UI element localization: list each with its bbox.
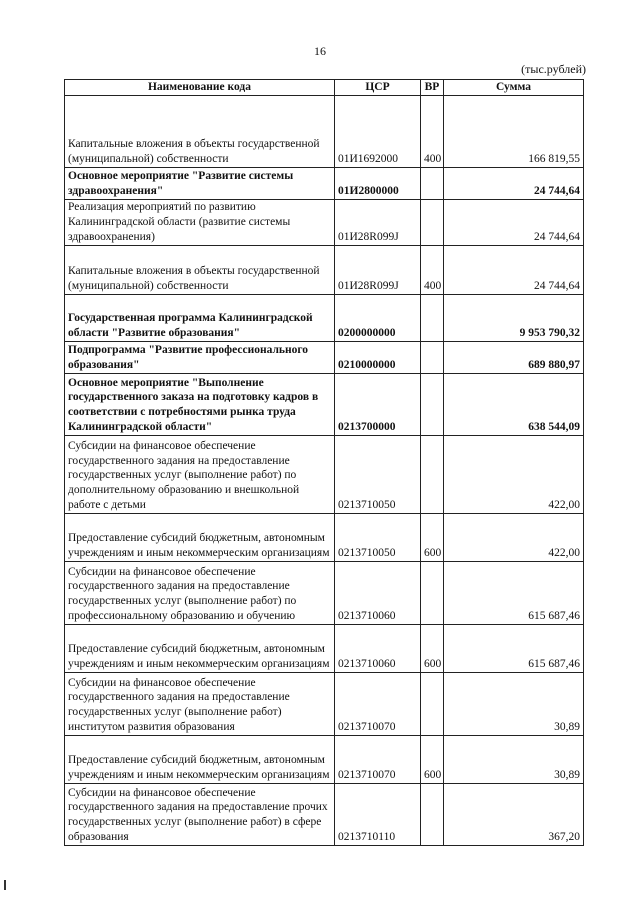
row-csr: 01И28R099J (335, 245, 421, 294)
row-vr (421, 435, 444, 513)
row-sum: 615 687,46 (444, 561, 584, 624)
row-name: Предоставление субсидий бюджетным, автономным учреждениям и иным некоммерческим организациям (65, 735, 335, 783)
table-row (65, 735, 584, 783)
row-sum: 689 880,97 (444, 341, 584, 373)
row-csr: 0213700000 (335, 373, 421, 435)
row-name: Капитальные вложения в объекты государственной (муниципальной) собственности (65, 245, 335, 294)
row-csr: 01И2800000 (335, 167, 421, 199)
row-name: Реализация мероприятий по развитию Калининградской области (развитие системы здравоохранения) (65, 199, 335, 245)
row-sum: 24 744,64 (444, 167, 584, 199)
table-row (65, 672, 584, 735)
row-vr (421, 373, 444, 435)
row-sum: 166 819,55 (444, 95, 584, 167)
row-name: Основное мероприятие "Развитие системы здравоохранения" (65, 167, 335, 199)
page-number: 16 (314, 44, 326, 58)
scan-edge-mark (4, 880, 6, 890)
row-sum: 422,00 (444, 435, 584, 513)
row-name: Субсидии на финансовое обеспечение государственного задания на предоставление государственных услуг (выполнение работ) институтом развития образования (65, 672, 335, 735)
row-csr: 0213710050 (335, 513, 421, 561)
row-sum: 24 744,64 (444, 199, 584, 245)
row-sum: 422,00 (444, 513, 584, 561)
table-row (65, 624, 584, 672)
row-csr: 0213710070 (335, 735, 421, 783)
row-vr (421, 294, 444, 341)
table-row (65, 435, 584, 513)
table-row (65, 294, 584, 341)
row-name: Субсидии на финансовое обеспечение государственного задания на предоставление государственных услуг (выполнение работ) по профессиональному образованию и обучению (65, 561, 335, 624)
row-csr: 0213710070 (335, 672, 421, 735)
row-csr: 0200000000 (335, 294, 421, 341)
row-sum: 30,89 (444, 672, 584, 735)
budget-table (64, 79, 584, 846)
units-label: (тыс.рублей) (521, 62, 586, 76)
row-name: Субсидии на финансовое обеспечение государственного задания на предоставление государственных услуг (выполнение работ) по дополнительному образованию и внешкольной работе с детьми (65, 435, 335, 513)
row-sum: 24 744,64 (444, 245, 584, 294)
row-csr: 01И28R099J (335, 199, 421, 245)
row-csr: 0210000000 (335, 341, 421, 373)
header-name: Наименование кода (65, 80, 335, 96)
row-vr (421, 672, 444, 735)
row-vr (421, 341, 444, 373)
table-row (65, 783, 584, 845)
row-name: Государственная программа Калининградской области "Развитие образования" (65, 294, 335, 341)
row-name: Капитальные вложения в объекты государственной (муниципальной) собственности (65, 95, 335, 167)
row-vr (421, 199, 444, 245)
row-vr: 400 (421, 95, 444, 167)
table-row (65, 513, 584, 561)
row-vr: 600 (421, 513, 444, 561)
row-sum: 615 687,46 (444, 624, 584, 672)
header-vr: ВР (421, 80, 444, 96)
row-vr (421, 561, 444, 624)
row-vr: 400 (421, 245, 444, 294)
table-row (65, 167, 584, 199)
table-row (65, 341, 584, 373)
table-row (65, 373, 584, 435)
row-name: Подпрограмма "Развитие профессионального образования" (65, 341, 335, 373)
row-vr (421, 167, 444, 199)
row-csr: 0213710060 (335, 561, 421, 624)
row-name: Предоставление субсидий бюджетным, автономным учреждениям и иным некоммерческим организациям (65, 513, 335, 561)
row-vr (421, 783, 444, 845)
row-name: Субсидии на финансовое обеспечение государственного задания на предоставление прочих государственных услуг (выполнение работ) в сфере образования (65, 783, 335, 845)
table-row (65, 199, 584, 245)
row-sum: 30,89 (444, 735, 584, 783)
header-sum: Сумма (444, 80, 584, 96)
table-row (65, 245, 584, 294)
header-csr: ЦСР (335, 80, 421, 96)
row-name: Предоставление субсидий бюджетным, автономным учреждениям и иным некоммерческим организациям (65, 624, 335, 672)
row-sum: 9 953 790,32 (444, 294, 584, 341)
row-csr: 0213710060 (335, 624, 421, 672)
row-sum: 638 544,09 (444, 373, 584, 435)
row-vr: 600 (421, 735, 444, 783)
table-row (65, 95, 584, 167)
row-csr: 01И1692000 (335, 95, 421, 167)
row-vr: 600 (421, 624, 444, 672)
row-csr: 0213710050 (335, 435, 421, 513)
table-header-row (65, 80, 584, 96)
table-row (65, 561, 584, 624)
row-sum: 367,20 (444, 783, 584, 845)
row-name: Основное мероприятие "Выполнение государственного заказа на подготовку кадров в соответствии с потребностями рынка труда Калининградской области" (65, 373, 335, 435)
row-csr: 0213710110 (335, 783, 421, 845)
